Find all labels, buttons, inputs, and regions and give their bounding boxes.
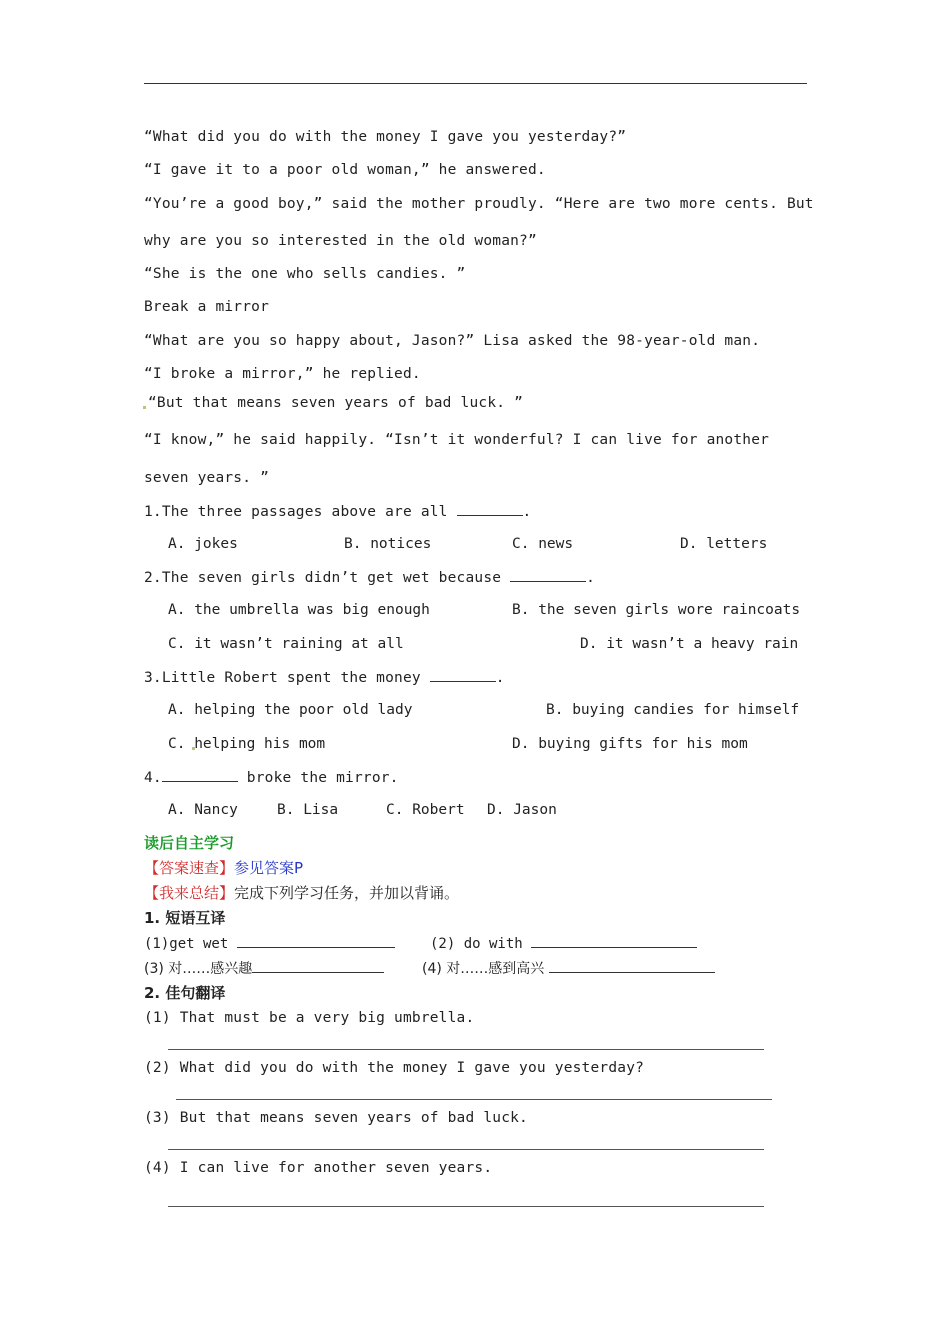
story-line: seven years. ” bbox=[144, 470, 270, 486]
translation-line[interactable] bbox=[168, 1049, 764, 1050]
sentence-item: (4) I can live for another seven years. bbox=[144, 1160, 493, 1176]
answer-blank[interactable] bbox=[510, 567, 586, 582]
story-line: “But that means seven years of bad luck. ” bbox=[148, 395, 524, 411]
translation-line[interactable] bbox=[168, 1149, 764, 1150]
option-a[interactable]: A. the umbrella was big enough bbox=[168, 602, 430, 618]
option-b[interactable]: B. buying candies for himself bbox=[546, 702, 800, 718]
header-rule bbox=[144, 83, 807, 84]
question-1: 1.The three passages above are all . bbox=[144, 501, 531, 522]
answer-check-line bbox=[144, 858, 303, 878]
translation-line[interactable] bbox=[176, 1099, 772, 1100]
phrase-blank[interactable] bbox=[237, 933, 395, 948]
phrase-item: (4) 对……感到高兴 bbox=[422, 958, 715, 979]
option-a[interactable]: A. Nancy bbox=[168, 802, 238, 818]
summary-label: 【我来总结】 bbox=[144, 884, 235, 902]
option-b[interactable]: B. notices bbox=[344, 536, 432, 552]
answer-blank[interactable] bbox=[457, 501, 523, 516]
summary-text: 完成下列学习任务，并加以背诵。 bbox=[234, 884, 460, 902]
option-d[interactable]: D. Jason bbox=[487, 802, 557, 818]
answer-check-link[interactable]: 参见答案P bbox=[234, 859, 304, 877]
question-4: 4. broke the mirror. bbox=[144, 767, 399, 788]
story-line: “What are you so happy about, Jason?” Lisa asked the 98-year-old man. bbox=[144, 333, 761, 349]
sentence-item: (2) What did you do with the money I gave you yesterday? bbox=[144, 1060, 645, 1076]
phrase-item: (1)get wet bbox=[144, 933, 395, 954]
option-b[interactable]: B. the seven girls wore raincoats bbox=[512, 602, 801, 618]
phrase-item: (2) do with bbox=[430, 933, 697, 954]
story-line: “You’re a good boy,” said the mother proudly. “Here are two more cents. But bbox=[144, 196, 814, 212]
option-a[interactable]: A. jokes bbox=[168, 536, 238, 552]
story-line: “I broke a mirror,” he replied. bbox=[144, 366, 421, 382]
question-2: 2.The seven girls didn’t get wet because . bbox=[144, 567, 595, 588]
option-d[interactable]: D. letters bbox=[680, 536, 768, 552]
sentence-item: (3) But that means seven years of bad luck. bbox=[144, 1110, 528, 1126]
phrase-blank[interactable] bbox=[549, 958, 715, 973]
story-line: “I gave it to a poor old woman,” he answered. bbox=[144, 162, 546, 178]
option-c[interactable]: C. it wasn’t raining at all bbox=[168, 636, 404, 652]
section-heading: 读后自主学习 bbox=[144, 834, 235, 852]
section2-title: 2. 佳句翻译 bbox=[144, 984, 226, 1002]
story-line: “What did you do with the money I gave you yesterday?” bbox=[144, 129, 627, 145]
sentence-item: (1) That must be a very big umbrella. bbox=[144, 1010, 475, 1026]
answer-blank[interactable] bbox=[430, 667, 496, 682]
option-d[interactable]: D. it wasn’t a heavy rain bbox=[580, 636, 799, 652]
answer-blank[interactable] bbox=[162, 767, 238, 782]
option-c[interactable]: C. news bbox=[512, 536, 574, 552]
story-subtitle: Break a mirror bbox=[144, 299, 270, 315]
option-c[interactable]: C. Robert bbox=[386, 802, 465, 818]
phrase-item: (3) 对……感兴趣 bbox=[144, 958, 384, 979]
story-line: “I know,” he said happily. “Isn’t it wonderful? I can live for another bbox=[144, 432, 770, 448]
question-3: 3.Little Robert spent the money . bbox=[144, 667, 505, 688]
translation-line[interactable] bbox=[168, 1206, 764, 1207]
section1-title: 1. 短语互译 bbox=[144, 909, 226, 927]
option-a[interactable]: A. helping the poor old lady bbox=[168, 702, 413, 718]
phrase-blank[interactable] bbox=[252, 958, 384, 973]
story-line: why are you so interested in the old woman?” bbox=[144, 233, 537, 249]
story-line: “She is the one who sells candies. ” bbox=[144, 266, 466, 282]
phrase-blank[interactable] bbox=[531, 933, 697, 948]
marker-dot bbox=[143, 406, 146, 409]
option-d[interactable]: D. buying gifts for his mom bbox=[512, 736, 748, 752]
option-b[interactable]: B. Lisa bbox=[277, 802, 339, 818]
option-c[interactable]: C. helping his mom bbox=[168, 736, 326, 752]
answer-check-label: 【答案速查】 bbox=[144, 859, 235, 877]
summary-line bbox=[144, 883, 459, 903]
